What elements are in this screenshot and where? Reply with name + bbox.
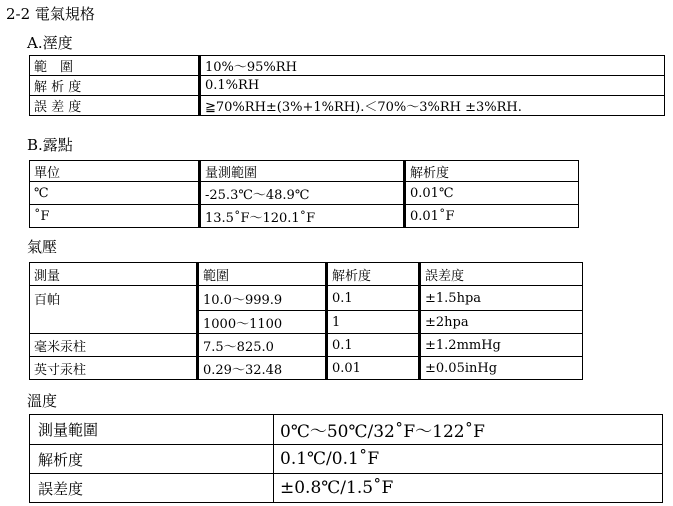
humidity-accuracy-label: 誤 差 度 — [30, 96, 200, 116]
table-row — [30, 286, 583, 311]
table-row — [30, 474, 663, 503]
humidity-range-label: 範 圍 — [30, 56, 200, 76]
pressure-unit-cell: 英寸汞柱 — [30, 357, 198, 380]
pressure-range-cell: 0.29～32.48 — [198, 357, 327, 380]
temperature-table — [29, 414, 663, 503]
temperature-range-value: 0℃～50℃/32˚F～122˚F — [274, 415, 663, 445]
pressure-range-cell: 7.5～825.0 — [198, 334, 327, 357]
humidity-accuracy-value: ≧70%RH±(3%+1%RH).＜70%～3%RH ±3%RH. — [200, 96, 665, 116]
table-row — [30, 205, 579, 228]
pressure-accuracy-cell: ±2hpa — [420, 311, 583, 334]
temperature-title: 溫度 — [27, 392, 58, 410]
table-row — [30, 263, 583, 286]
table-row — [30, 182, 579, 205]
dew-range-cell: 13.5˚F～120.1˚F — [200, 205, 405, 228]
section-title: 2-2 電氣規格 — [6, 5, 95, 23]
pressure-accuracy-cell: ±0.05inHg — [420, 357, 583, 380]
dew-unit-cell: ℃ — [30, 182, 200, 205]
table-row — [30, 76, 665, 96]
table-row — [30, 445, 663, 474]
table-row — [30, 96, 665, 116]
pressure-table — [29, 262, 583, 380]
humidity-table — [29, 55, 665, 116]
humidity-range-value: 10%～95%RH — [200, 56, 665, 76]
pressure-unit-cell: 百帕 — [30, 286, 198, 334]
dew-unit-cell: ˚F — [30, 205, 200, 228]
temperature-range-label: 測量範圍 — [30, 415, 274, 445]
table-row — [30, 357, 583, 380]
pressure-resolution-cell: 0.1 — [327, 286, 420, 311]
pressure-resolution-cell: 0.1 — [327, 334, 420, 357]
pressure-header-range: 範圍 — [198, 263, 327, 286]
pressure-accuracy-cell: ±1.2mmHg — [420, 334, 583, 357]
pressure-title: 氣壓 — [27, 238, 58, 256]
dew-header-resolution: 解析度 — [405, 161, 579, 182]
temperature-accuracy-label: 誤差度 — [30, 474, 274, 503]
pressure-header-accuracy: 誤差度 — [420, 263, 583, 286]
temperature-resolution-value: 0.1℃/0.1˚F — [274, 445, 663, 474]
dew-header-unit: 單位 — [30, 161, 200, 182]
table-row — [30, 334, 583, 357]
table-row — [30, 56, 665, 76]
dew-resolution-cell: 0.01℃ — [405, 182, 579, 205]
pressure-range-cell: 10.0～999.9 — [198, 286, 327, 311]
temperature-accuracy-value: ±0.8℃/1.5˚F — [274, 474, 663, 503]
pressure-range-cell: 1000～1100 — [198, 311, 327, 334]
dew-resolution-cell: 0.01˚F — [405, 205, 579, 228]
pressure-unit-cell: 毫米汞柱 — [30, 334, 198, 357]
temperature-resolution-label: 解析度 — [30, 445, 274, 474]
table-row — [30, 161, 579, 182]
dew-point-title: B.露點 — [27, 136, 73, 154]
humidity-resolution-label: 解 析 度 — [30, 76, 200, 96]
pressure-resolution-cell: 0.01 — [327, 357, 420, 380]
dew-point-table — [29, 160, 579, 228]
dew-header-range: 量測範圍 — [200, 161, 405, 182]
table-row — [30, 415, 663, 445]
pressure-resolution-cell: 1 — [327, 311, 420, 334]
humidity-resolution-value: 0.1%RH — [200, 76, 665, 96]
dew-range-cell: -25.3℃～48.9℃ — [200, 182, 405, 205]
humidity-title: A.溼度 — [27, 34, 73, 52]
pressure-accuracy-cell: ±1.5hpa — [420, 286, 583, 311]
pressure-header-resolution: 解析度 — [327, 263, 420, 286]
pressure-header-measure: 測量 — [30, 263, 198, 286]
